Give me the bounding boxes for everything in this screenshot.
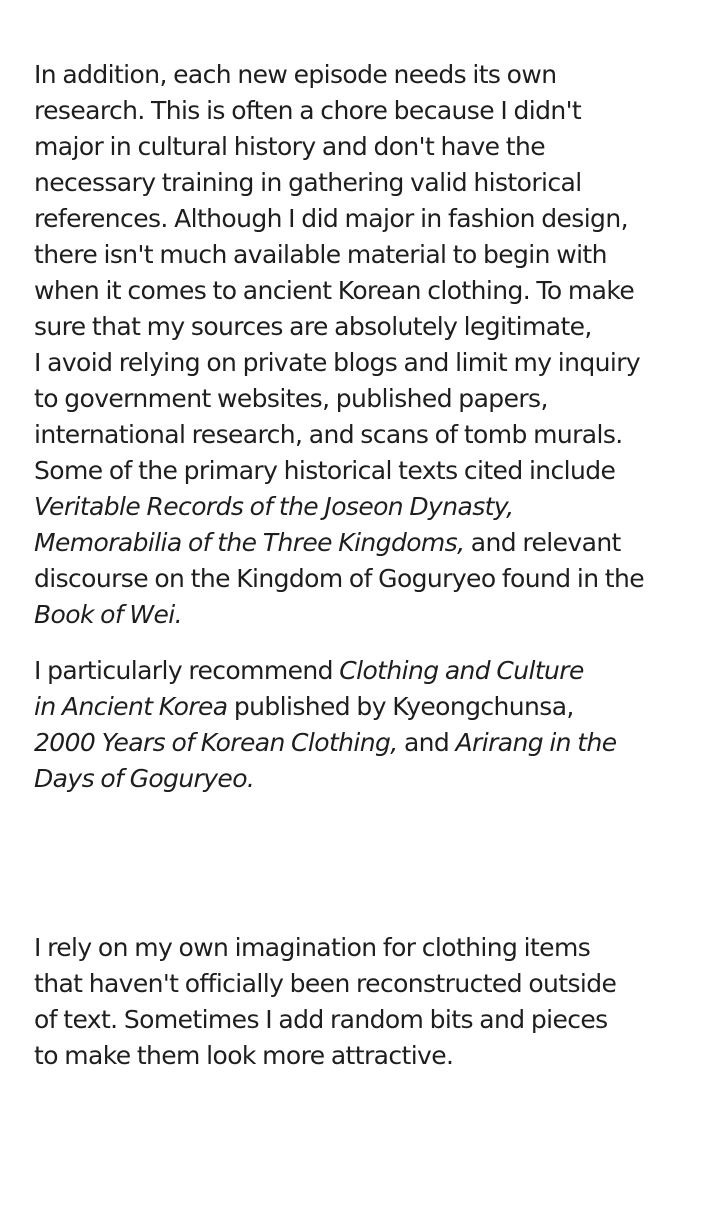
text-line (34, 725, 617, 761)
text-span: sure that my sources are absolutely legitimate, (34, 312, 592, 341)
text-span: references. Although I did major in fashion design, (34, 204, 628, 233)
text-span: In addition, each new episode needs its own (34, 60, 557, 89)
text-span: research. This is often a chore because I didn't (34, 96, 582, 125)
text-line (34, 489, 513, 525)
text-span: necessary training in gathering valid historical (34, 168, 582, 197)
text-span: discourse on the Kingdom of Goguryeo found in the (34, 564, 645, 593)
text-line (34, 273, 634, 309)
text-line (34, 453, 615, 489)
text-line (34, 689, 574, 725)
text-span: of text. Sometimes I add random bits and pieces (34, 1005, 608, 1034)
italic-title: Arirang in the (455, 728, 617, 757)
italic-title: Veritable Records of the Joseon Dynasty, (34, 492, 514, 521)
text-line (34, 93, 581, 129)
text-line (34, 1038, 453, 1074)
text-span: and (397, 728, 456, 757)
text-line (34, 309, 592, 345)
italic-title: Days of Goguryeo. (34, 764, 255, 793)
text-line (34, 165, 582, 201)
text-line (34, 201, 628, 237)
text-line (34, 561, 644, 597)
text-span: Some of the primary historical texts cited include (34, 456, 616, 485)
text-line (34, 930, 590, 966)
italic-title: 2000 Years of Korean Clothing, (34, 728, 398, 757)
text-line (34, 653, 584, 689)
text-span: that haven't officially been reconstructed outside (34, 969, 617, 998)
text-line (34, 129, 545, 165)
text-span: to make them look more attractive. (34, 1041, 454, 1070)
text-line (34, 1002, 608, 1038)
text-span: I rely on my own imagination for clothing items (34, 933, 591, 962)
text-line (34, 966, 616, 1002)
text-line (34, 345, 640, 381)
text-span: I avoid relying on private blogs and limit my inquiry (34, 348, 641, 377)
text-line (34, 597, 182, 633)
text-span: there isn't much available material to begin with (34, 240, 607, 269)
text-span: international research, and scans of tomb murals. (34, 420, 623, 449)
italic-title: Clothing and Culture (339, 656, 584, 685)
italic-title: Book of Wei. (34, 600, 183, 629)
text-span: when it comes to ancient Korean clothing. To make (34, 276, 635, 305)
text-span: and relevant (464, 528, 621, 557)
text-line (34, 417, 623, 453)
text-line (34, 381, 548, 417)
text-span: major in cultural history and don't have the (34, 132, 546, 161)
text-span: to government websites, published papers, (34, 384, 548, 413)
text-span: published by Kyeongchunsa, (227, 692, 574, 721)
text-line (34, 237, 607, 273)
text-line (34, 761, 254, 797)
text-line (34, 525, 621, 561)
text-line (34, 57, 556, 93)
italic-title: in Ancient Korea (34, 692, 228, 721)
italic-title: Memorabilia of the Three Kingdoms, (34, 528, 465, 557)
text-span: I particularly recommend (34, 656, 340, 685)
